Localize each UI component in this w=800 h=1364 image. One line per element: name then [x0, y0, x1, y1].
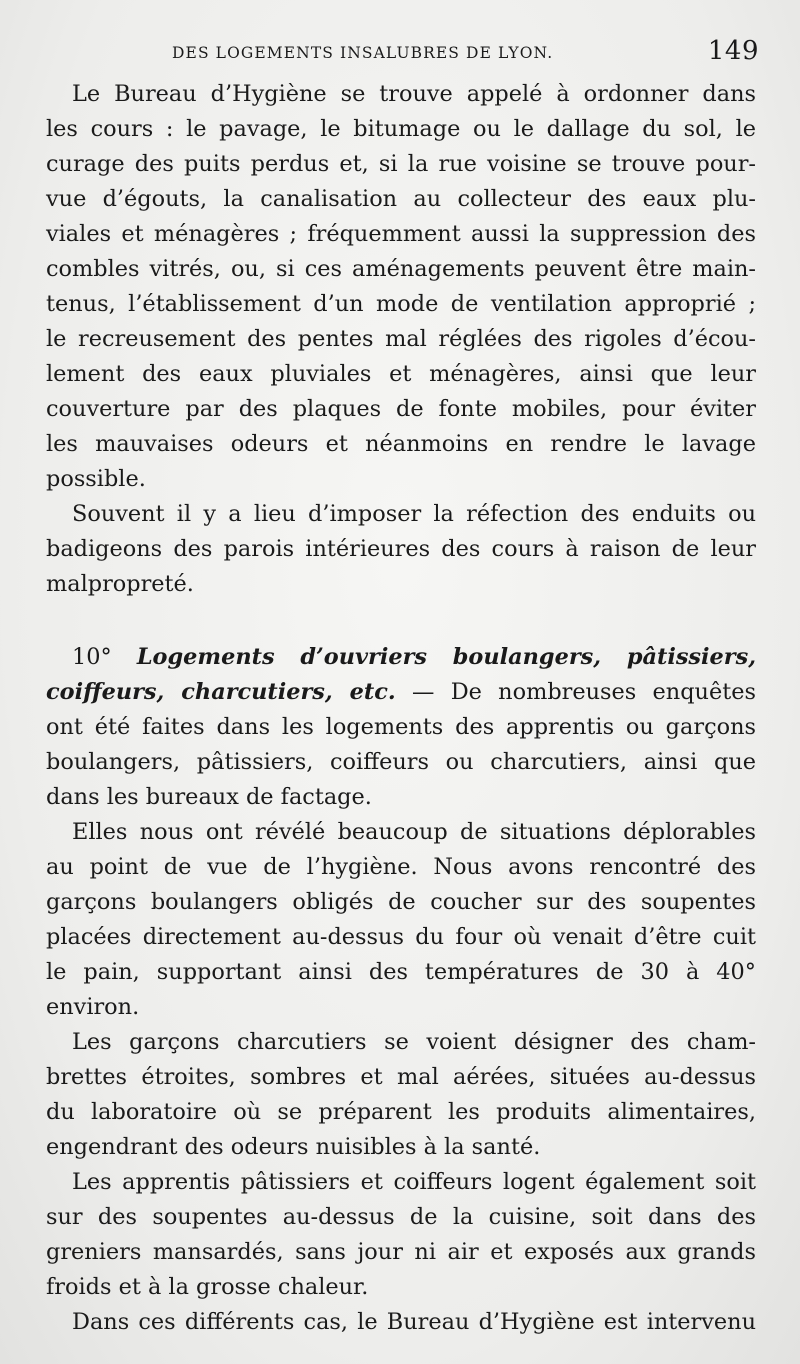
text-line: vue d’égouts, la canalisation au collecteur des eaux plu-	[46, 186, 756, 212]
paragraph	[46, 1305, 756, 1340]
text-line: Les apprentis pâtissiers et coiffeurs logent également soit	[72, 1169, 756, 1195]
text-line: lement des eaux pluviales et ménagères, ainsi que leur	[46, 361, 756, 387]
section-intro: De nombreuses enquêtes	[450, 679, 756, 705]
text-line: environ.	[46, 994, 140, 1020]
text-line: engendrant des odeurs nuisibles à la santé.	[46, 1134, 541, 1160]
text-line: ont été faites dans les logements des apprentis ou garçons	[46, 714, 756, 740]
text-line: malpropreté.	[46, 571, 194, 597]
text-line: greniers mansardés, sans jour ni air et exposés aux grands	[46, 1239, 756, 1265]
paragraph	[46, 497, 756, 602]
em-dash: —	[395, 679, 451, 705]
text-line: du laboratoire où se préparent les produits alimentaires,	[46, 1099, 756, 1125]
section-title-part2: coiffeurs, charcutiers, etc.	[46, 679, 396, 705]
text-line: Elles nous ont révélé beaucoup de situations déplorables	[72, 819, 756, 845]
text-line: Les garçons charcutiers se voient désigner des cham-	[72, 1029, 756, 1055]
text-line: dans les bureaux de factage.	[46, 784, 372, 810]
text-line: le recreusement des pentes mal réglées des rigoles d’écou-	[46, 326, 756, 352]
text-line: couverture par des plaques de fonte mobiles, pour éviter	[46, 396, 756, 422]
text-line: badigeons des parois intérieures des cours à raison de leur	[46, 536, 756, 562]
text-line: combles vitrés, ou, si ces aménagements peuvent être main-	[46, 256, 756, 282]
paragraph	[46, 77, 756, 497]
running-title: DES LOGEMENTS INSALUBRES DE LYON.	[172, 44, 554, 62]
section-paragraph	[46, 640, 756, 815]
section-heading-line	[46, 675, 756, 710]
text-line: les cours : le pavage, le bitumage ou le dallage du sol, le	[46, 116, 756, 142]
text-line: viales et ménagères ; fréquemment aussi la suppression des	[46, 221, 756, 247]
text-line: brettes étroites, sombres et mal aérées, situées au-dessus	[46, 1064, 756, 1090]
body-text	[46, 77, 756, 1340]
text-line: sur des soupentes au-dessus de la cuisine, soit dans des	[46, 1204, 756, 1230]
text-line: curage des puits perdus et, si la rue voisine se trouve pour-	[46, 151, 756, 177]
text-line: garçons boulangers obligés de coucher sur des soupentes	[46, 889, 756, 915]
section-spacer	[46, 602, 756, 640]
text-line: Le Bureau d’Hygiène se trouve appelé à ordonner dans	[72, 81, 756, 107]
paragraph	[46, 1025, 756, 1165]
text-line: le pain, supportant ainsi des températures de 30 à 40°	[46, 959, 756, 985]
text-line: les mauvaises odeurs et néanmoins en rendre le lavage	[46, 431, 756, 457]
running-header	[44, 36, 759, 70]
text-line: boulangers, pâtissiers, coiffeurs ou charcutiers, ainsi que	[46, 749, 756, 775]
text-line: au point de vue de l’hygiène. Nous avons rencontré des	[46, 854, 756, 880]
section-heading-line	[46, 640, 756, 675]
text-line: Souvent il y a lieu d’imposer la réfection des enduits ou	[72, 501, 756, 527]
text-line: Dans ces différents cas, le Bureau d’Hygiène est intervenu	[72, 1309, 756, 1335]
text-line: possible.	[46, 466, 146, 492]
paragraph	[46, 1165, 756, 1305]
text-line: placées directement au-dessus du four où venait d’être cuit	[46, 924, 756, 950]
text-line: tenus, l’établissement d’un mode de ventilation approprié ;	[46, 291, 756, 317]
paragraph	[46, 815, 756, 1025]
text-line: froids et à la grosse chaleur.	[46, 1274, 369, 1300]
section-number: 10°	[72, 644, 112, 670]
page-number: 149	[707, 36, 759, 66]
section-title-part1: Logements d’ouvriers boulangers, pâtissiers,	[136, 644, 756, 670]
